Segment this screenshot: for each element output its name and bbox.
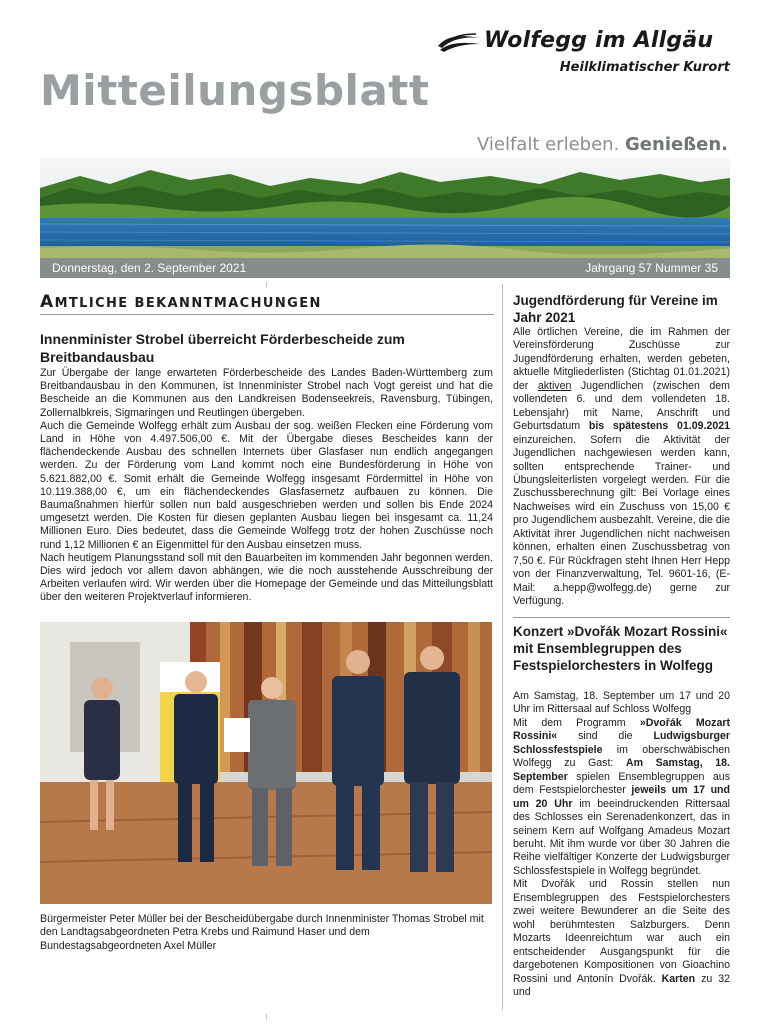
slogan [460, 134, 728, 155]
article-paragraph: Nach heutigem Planungsstand soll mit den Bauarbeiten im kommenden Jahr begonnen werden. Dies wird jedoch vor allem davon abhängen, wie die noch ausstehende Ausschreibung der Arbeiten verlaufen wird. Wir werden über die Homepage der Gemeinde und das Mitteilungsblatt über den weiteren Projektverlauf informieren. [40, 551, 493, 604]
concert-body [513, 690, 730, 999]
concert-text: Mit Dvořák und Rossin stellen nun Ensemblegruppen des Festspielorchesters zwei weitere Bewunderer an die Seite des wohl berühmtesten Salzburgers. Denn Mozarts Ideenreichtum war auch ein entscheidender Ausgangspunkt für die dargebotenen Kompositionen von Gioachino Rossini und Antonín Dvořák. [513, 878, 730, 985]
concert-text: sind die [557, 730, 654, 743]
concert-program: »Dvořák Mozart Rossini« [513, 716, 730, 743]
logo-text: Wolfegg im Allgäu [484, 28, 714, 53]
concert-text: spielen Ensemblegruppen aus dem Festspielorchester [513, 770, 730, 797]
article-title: Innenminister Strobel überreicht Förderbescheide zum Breitbandausbau [40, 331, 405, 365]
concert-date: Am Samstag, 18. September [513, 757, 730, 783]
youth-underlined-text: aktiven [537, 379, 572, 392]
wolfegg-logo [436, 28, 736, 58]
print-mark [266, 1014, 267, 1020]
print-mark [266, 282, 267, 288]
youth-funding-body [513, 326, 730, 609]
slogan-part1: Vielfalt erleben. [476, 134, 626, 155]
group-photo [40, 622, 492, 904]
section-divider [40, 314, 494, 315]
sidebar-divider [513, 617, 730, 618]
lake-landscape-photo [40, 158, 730, 258]
youth-deadline: bis spätestens 01.09.2021 [588, 420, 730, 433]
concert-title: Konzert »Dvořák Mozart Rossini« mit Ensemblegruppen des Festspielorchesters in Wolfegg [513, 624, 728, 673]
concert-text: Mit dem Programm [513, 716, 640, 729]
article-body [40, 367, 493, 605]
issue-info-bar [40, 258, 730, 278]
photo-caption: Bürgermeister Peter Müller bei der Bescheidübergabe durch Innenminister Thomas Strobel mit den Landtagsabgeordneten Petra Krebs und Raimund Haser und dem Bundestagsabgeordneten Axel Müller [40, 913, 484, 952]
concert-tickets: Karten [661, 972, 696, 985]
concert-paragraph-2 [513, 717, 730, 878]
concert-paragraph-3 [513, 878, 730, 999]
column-divider [502, 284, 503, 1010]
concert-paragraph-1: Am Samstag, 18. September um 17 und 20 Uhr im Rittersaal auf Schloss Wolfegg [513, 690, 730, 716]
slogan-part2: Genießen. [625, 134, 728, 155]
article-paragraph: Auch die Gemeinde Wolfegg erhält zum Ausbau der sog. weißen Flecken eine Förderung vom Land in Höhe von 4.497.506,00 €. Mit der Übergabe dieses Bescheides kann der flächendeckende Ausbau des schnellen Internets über Glasfaser nun endlich angegangen werden. Zu der Förderung vom Land kommt noch eine Bundesförderung in Höhe von 5.621.882,00 €. Somit erhält die Gemeinde Wolfegg insgesamt Fördermittel in Höhe von 10.119.388,00 €, um ein flächendeckendes Glasfasernetz aufbauen zu können. Die Baumaßnahmen hierfür sollen nun bald ausgeschrieben werden und sollen bis Ende 2024 umgesetzt werden. Die Kosten für diesen geplanten Ausbau liegen bei insgesamt ca. 11,24 Millionen Euro. Dies bedeutet, dass die Gemeinde Wolfegg trotz der hohen Zuschüsse noch rund 1,12 Millionen € an Eigenmittel für den Ausbau einsetzen muss. [40, 419, 493, 551]
issue-number: Jahrgang 57 Nummer 35 [585, 261, 718, 275]
issue-date: Donnerstag, den 2. September 2021 [52, 261, 247, 275]
concert-times: jeweils um 17 und um 20 Uhr [513, 784, 730, 810]
swoosh-logo-icon [436, 30, 482, 54]
concert-text: im beeindruckenden Rittersaal des Schlosses ein Serenadenkonzert, das in seinem Kern auf Wolfgang Amadeus Mozart beruht. Mit ihm wurde vor über 30 Jahren die Reihe vielfältiger Konzerte der Ludwigsburger Schlossfestspiele in Wolfegg begründet. [513, 797, 730, 877]
youth-text-1: Alle örtlichen Vereine, die im Rahmen der Vereinsförderung Zuschüsse zur Jugendförderung erhalten, werden gebeten, aktuelle Mitgliederlisten (Stichtag 01.01.2021) der [513, 326, 730, 392]
youth-text-2: Jugendlichen (zwischen dem vollendeten 6. und dem vollendeten 18. Lebensjahr) mit Name, Anschrift und Geburtsdatum [513, 379, 730, 433]
masthead-title: Mitteilungsblatt [40, 66, 430, 115]
section-heading: AMTLICHE BEKANNTMACHUNGEN [40, 292, 322, 312]
logo-subtitle: Heilklimatischer Kurort [559, 60, 730, 75]
concert-festival: Ludwigsburger Schlossfestspiele [513, 730, 730, 756]
youth-funding-title: Jugendförderung für Vereine im Jahr 2021 [513, 293, 718, 325]
concert-text: zu 32 und [513, 972, 730, 998]
concert-text: im oberschwäbischen Wolfegg zu Gast: [513, 743, 730, 770]
article-paragraph: Zur Übergabe der lange erwarteten Förderbescheide des Landes Baden-Württemberg zum Breitbandausbau in den Kommunen, ist Innenminister Strobel nach Vogt gereist und hat die Bescheide an die Kommunen aus den Landkreisen Bodenseekreis, Ravensburg, Tübingen, Zollernalbkreis, Sigmaringen und Reutlingen übergeben. [40, 367, 493, 419]
youth-text-3: einzureichen. Sofern die Aktivität der Jugendlichen nachgewiesen werden kann, sollten entsprechende Trainer- und Übungsleiterlisten vorgelegt werden. Für die Zuschussberechnung gilt: Bei Vorlage eines Nachweises wird ein Zuschuss von 15,00 € pro Jugendlichem ausbezahlt. Vereine, die die Aktivität ihrer Jugendlichen nicht nachweisen können, erhalten einen Zuschussbetrag von 7,50 €. Für Rückfragen steht Ihnen Herr Hepp von der Finanzverwaltung, Tel. 9601-16, (E-Mail: a.hepp@wolfegg.de) gerne zur Verfügung. [513, 433, 730, 608]
